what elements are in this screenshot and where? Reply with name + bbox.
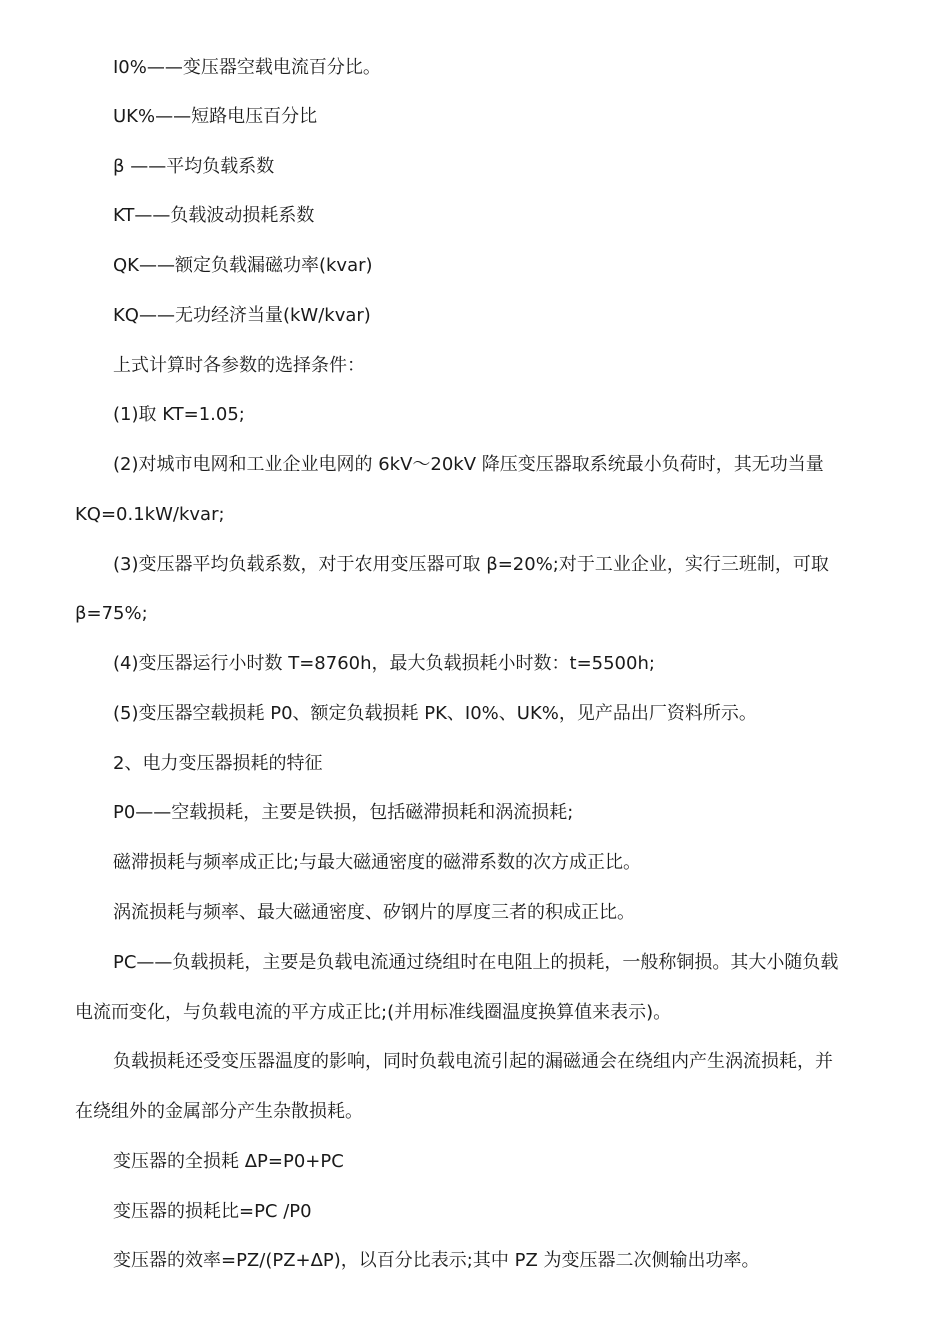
text-line-load-loss-temp-cont: 在绕组外的金属部分产生杂散损耗。: [75, 1101, 363, 1122]
text-line-condition-1: (1)取 KT=1.05;: [113, 404, 245, 425]
text-line-pc-cont: 电流而变化，与负载电流的平方成正比;(并用标准线圈温度换算值来表示)。: [75, 1002, 672, 1023]
text-line-condition-5: (5)变压器空载损耗 P0、额定负载损耗 PK、I0%、UK%，见产品出厂资料所示。: [113, 703, 757, 724]
text-line-p0: P0——空载损耗，主要是铁损，包括磁滞损耗和涡流损耗;: [113, 802, 574, 823]
text-line-loss-ratio: 变压器的损耗比=PC /P0: [113, 1201, 312, 1222]
text-line-total-loss: 变压器的全损耗 ΔP=P0+PC: [113, 1151, 344, 1172]
text-line-eddy: 涡流损耗与频率、最大磁通密度、矽钢片的厚度三者的积成正比。: [113, 902, 635, 923]
text-line-condition-2: (2)对城市电网和工业企业电网的 6kV～20kV 降压变压器取系统最小负荷时，其无功当量: [113, 454, 824, 475]
section-heading-loss-features: 2、电力变压器损耗的特征: [113, 753, 323, 774]
text-line-qk: QK——额定负载漏磁功率(kvar): [113, 255, 373, 276]
text-line-kt: KT——负载波动损耗系数: [113, 205, 315, 226]
text-line-condition-4: (4)变压器运行小时数 T=8760h，最大负载损耗小时数：t=5500h;: [113, 653, 655, 674]
text-line-kq: KQ——无功经济当量(kW/kvar): [113, 305, 371, 326]
text-line-pc: PC——负载损耗，主要是负载电流通过绕组时在电阻上的损耗，一般称铜损。其大小随负载: [113, 952, 839, 973]
text-line-condition-3-cont: β=75%;: [75, 603, 148, 624]
text-line-uk: UK%——短路电压百分比: [113, 106, 318, 127]
text-line-condition-3: (3)变压器平均负载系数，对于农用变压器可取 β=20%;对于工业企业，实行三班制，可取: [113, 554, 829, 575]
text-line-load-loss-temp: 负载损耗还受变压器温度的影响，同时负载电流引起的漏磁通会在绕组内产生涡流损耗，并: [113, 1051, 833, 1072]
text-line-condition-2-cont: KQ=0.1kW/kvar;: [75, 504, 225, 525]
text-line-conditions-intro: 上式计算时各参数的选择条件：: [113, 355, 365, 376]
text-line-efficiency: 变压器的效率=PZ/(PZ+ΔP)，以百分比表示;其中 PZ 为变压器二次侧输出功率。: [113, 1250, 760, 1271]
text-line-i0: I0%——变压器空载电流百分比。: [113, 57, 381, 78]
text-line-hysteresis: 磁滞损耗与频率成正比;与最大磁通密度的磁滞系数的次方成正比。: [113, 852, 642, 873]
text-line-beta: β ——平均负载系数: [113, 156, 275, 177]
